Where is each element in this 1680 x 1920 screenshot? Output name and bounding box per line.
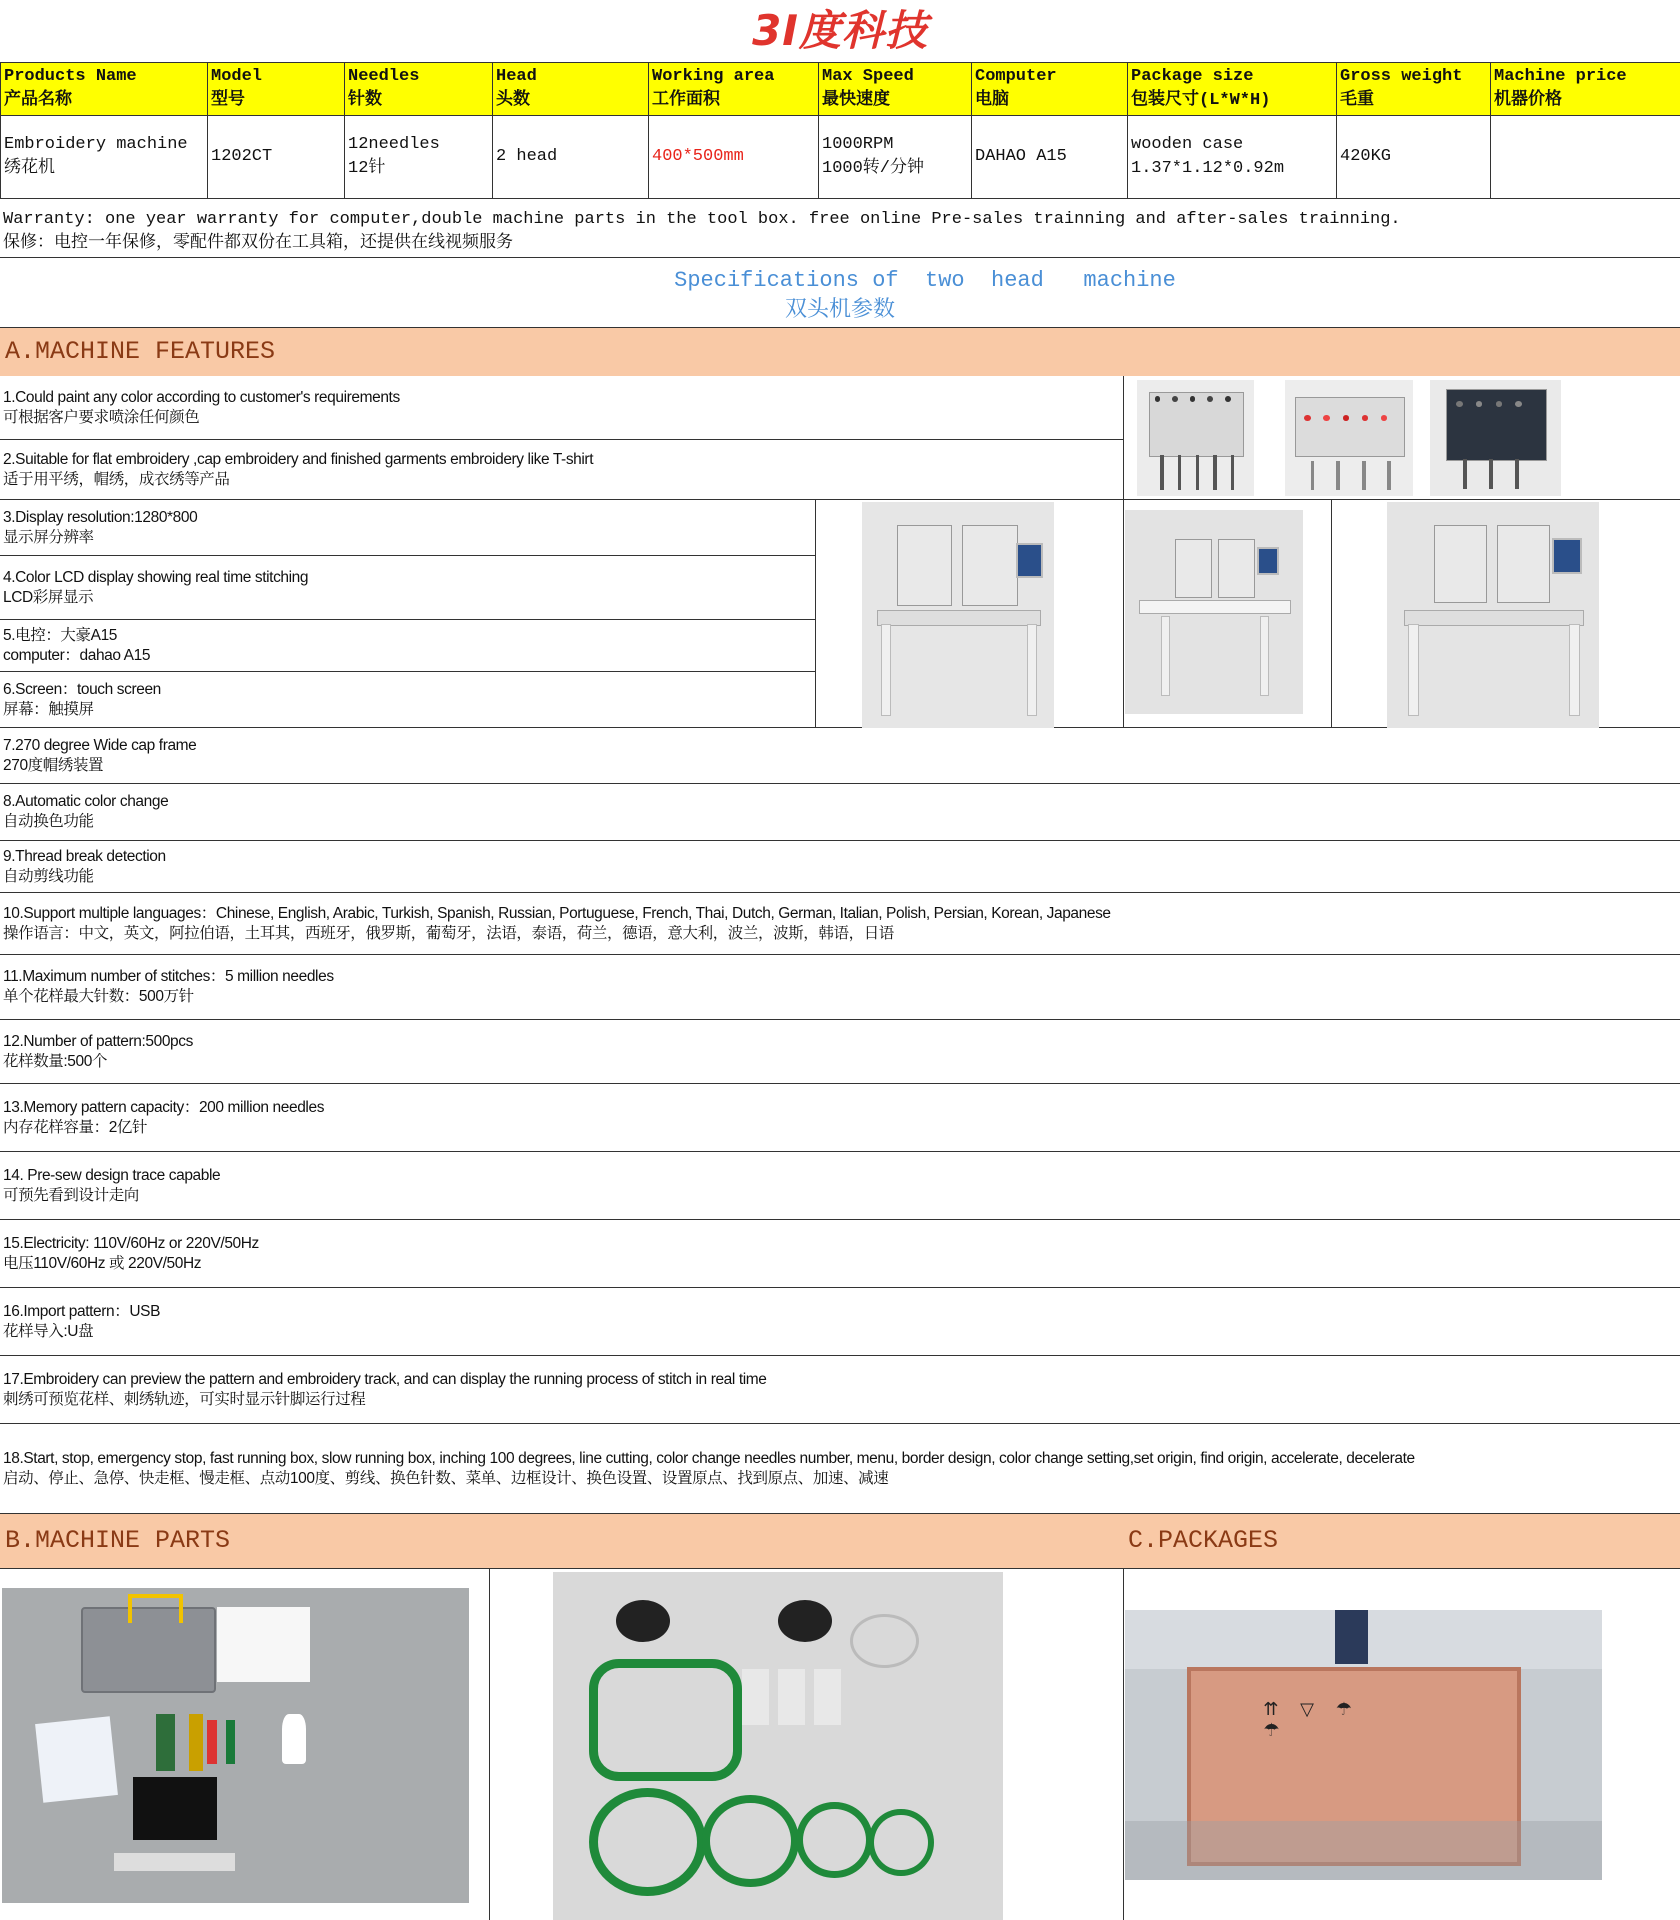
spec-header-row bbox=[1, 63, 1680, 116]
value-cell: 1000RPM 1000转/分钟 bbox=[819, 116, 972, 199]
machine-photo bbox=[1125, 510, 1303, 714]
machine-photo bbox=[1387, 502, 1599, 728]
feature-item: 17.Embroidery can preview the pattern and embroidery track, and can display the running process of stitch in real time 刺绣可预览花样、刺绣轨迹，可实时显示针脚运行过程 bbox=[0, 1356, 1680, 1424]
header-cell: Products Name 产品名称 bbox=[1, 63, 208, 116]
header-cell: Machine price 机器价格 bbox=[1491, 63, 1680, 116]
feature-item: 5.电控：大豪A15 computer：dahao A15 bbox=[0, 620, 815, 672]
machine-head-photo bbox=[1430, 380, 1561, 496]
divider bbox=[1123, 500, 1124, 728]
machine-head-photo bbox=[1285, 380, 1413, 496]
header-cell: Max Speed 最快速度 bbox=[819, 63, 972, 116]
feature-item: 10.Support multiple languages：Chinese, English, Arabic, Turkish, Spanish, Russian, Portuguese, French, Thai, Dutch, German, Italian, Polish, Persian, Korean, Japanese 操作语言：中文，英文，阿拉伯语，土耳其，西班牙，俄罗斯，葡萄牙，法语，泰语，荷兰，德语，意大利，波兰，波斯，韩语，日语 bbox=[0, 893, 1680, 955]
divider bbox=[0, 1568, 1680, 1569]
brand-logo: 3I度科技 bbox=[752, 6, 928, 55]
feature-item: 4.Color LCD display showing real time stitching LCD彩屏显示 bbox=[0, 556, 815, 620]
divider bbox=[815, 500, 816, 728]
feature-item: 6.Screen：touch screen 屏幕：触摸屏 bbox=[0, 672, 1680, 728]
divider bbox=[489, 1568, 490, 1920]
header-cell: Gross weight 毛重 bbox=[1337, 63, 1491, 116]
header-cell: Working area 工作面积 bbox=[649, 63, 819, 116]
feature-item: 13.Memory pattern capacity：200 million needles 内存花样容量：2亿针 bbox=[0, 1084, 1680, 1152]
machine-photo bbox=[862, 502, 1054, 728]
value-cell: 1202CT bbox=[208, 116, 345, 199]
feature-item: 3.Display resolution:1280*800 显示屏分辨率 bbox=[0, 500, 815, 556]
feature-item: 7.270 degree Wide cap frame 270度帽绣装置 bbox=[0, 728, 1680, 784]
divider bbox=[1123, 1568, 1124, 1920]
feature-item: 12.Number of pattern:500pcs 花样数量:500个 bbox=[0, 1020, 1680, 1084]
header-cell: Package size 包装尺寸(L*W*H) bbox=[1128, 63, 1337, 116]
header-cell: Needles 针数 bbox=[345, 63, 493, 116]
warranty-en: Warranty: one year warranty for computer,double machine parts in the tool box. free online Pre-sales trainning and after-sales trainning. bbox=[3, 210, 1401, 229]
section-b-heading: B.MACHINE PARTS bbox=[0, 1514, 1123, 1568]
feature-item: 18.Start, stop, emergency stop, fast running box, slow running box, inching 100 degrees, line cutting, color change needles number, menu, border design, color change setting,set origin, find origin, accelerate, decelerate 启动、停止、急停、快走框、慢走框、点动100度、剪线、换色针数、菜单、边框设计、换色设置、设置原点、找到原点、加速、减速 bbox=[0, 1424, 1680, 1514]
value-cell: 400*500mm bbox=[649, 116, 819, 199]
value-cell: 420KG bbox=[1337, 116, 1491, 199]
feature-item: 16.Import pattern：USB 花样导入:U盘 bbox=[0, 1288, 1680, 1356]
value-cell: 2 head bbox=[493, 116, 649, 199]
spec-value-row bbox=[1, 116, 1680, 199]
section-a-heading: A.MACHINE FEATURES bbox=[0, 328, 1680, 376]
warranty-cn: 保修：电控一年保修，零配件都双份在工具箱，还提供在线视频服务 bbox=[3, 234, 513, 253]
value-cell: DAHAO A15 bbox=[972, 116, 1128, 199]
divider bbox=[1331, 500, 1332, 728]
spec-title-en: Specifications of two head machine bbox=[674, 268, 1176, 293]
header-cell: Model 型号 bbox=[208, 63, 345, 116]
spec-title-cn: 双头机参数 bbox=[784, 298, 895, 323]
feature-item: 15.Electricity: 110V/60Hz or 220V/50Hz 电压110V/60Hz 或 220V/50Hz bbox=[0, 1220, 1680, 1288]
feature-item: 11.Maximum number of stitches：5 million needles 单个花样最大针数：500万针 bbox=[0, 955, 1680, 1020]
header-cell: Computer 电脑 bbox=[972, 63, 1128, 116]
machine-head-photo bbox=[1137, 380, 1254, 496]
divider bbox=[1123, 376, 1124, 500]
wooden-case-photo: ⇈ ▽ ☂ ☂ bbox=[1125, 1610, 1602, 1880]
feature-item: 2.Suitable for flat embroidery ,cap embroidery and finished garments embroidery like T-shirt 适于用平绣，帽绣，成衣绣等产品 bbox=[0, 440, 1680, 500]
value-cell: 12needles 12针 bbox=[345, 116, 493, 199]
feature-item: 8.Automatic color change 自动换色功能 bbox=[0, 784, 1680, 841]
section-c-heading: C.PACKAGES bbox=[1123, 1514, 1680, 1568]
value-cell: wooden case 1.37*1.12*0.92m bbox=[1128, 116, 1337, 199]
value-cell: Embroidery machine 绣花机 bbox=[1, 116, 208, 199]
header-cell: Head 头数 bbox=[493, 63, 649, 116]
tool-kit-photo bbox=[2, 1588, 469, 1903]
feature-item: 9.Thread break detection 自动剪线功能 bbox=[0, 841, 1680, 893]
spec-table bbox=[0, 62, 1680, 199]
feature-item: 14. Pre-sew design trace capable 可预先看到设计走向 bbox=[0, 1152, 1680, 1220]
warranty-note bbox=[0, 204, 1680, 258]
spec-title bbox=[0, 258, 1680, 328]
value-cell bbox=[1491, 116, 1680, 199]
hoops-frames-photo bbox=[553, 1572, 1003, 1920]
feature-item: 1.Could paint any color according to customer's requirements 可根据客户要求喷涂任何颜色 bbox=[0, 376, 1123, 440]
